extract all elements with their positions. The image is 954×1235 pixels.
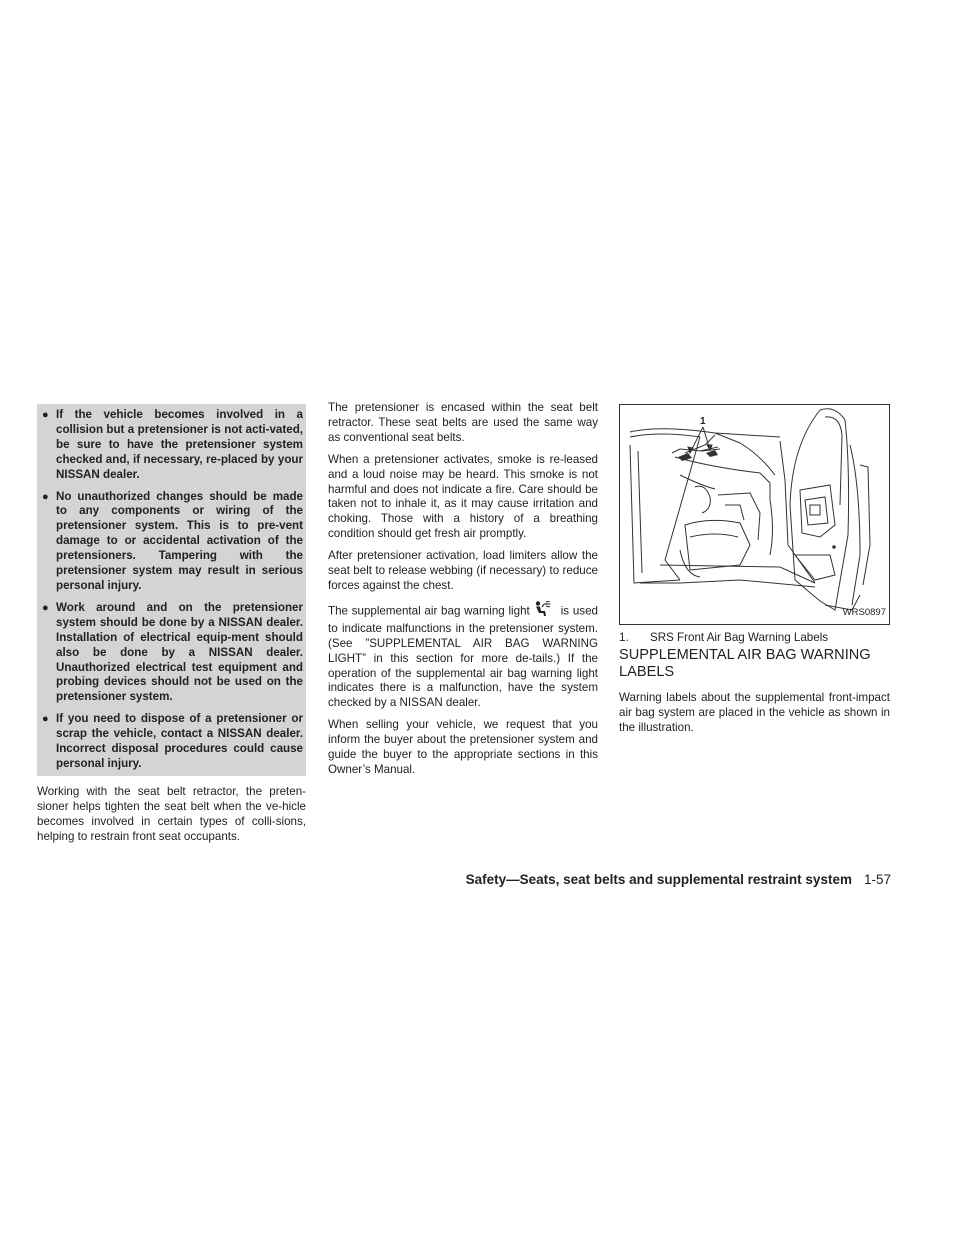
body-paragraph: When selling your vehicle, we request that you inform the buyer about the pretensioner system and guide the buyer to the appropriate sections in this Owner’s Manual. <box>328 718 598 776</box>
warning-item <box>40 601 303 705</box>
warning-item <box>40 408 303 483</box>
left-column <box>37 404 306 851</box>
footer-section-title: Safety—Seats, seat belts and supplemental restraint system <box>465 872 852 887</box>
airbag-warning-light-icon <box>534 601 551 622</box>
figure-callout: 1 <box>700 416 706 427</box>
warning-text: Work around and on the pretensioner system should be done by a NISSAN dealer. Installation of electrical equip-ment should also be done by a NISSAN dealer. Unauthorized electrical test equipment and probing devices should not be used on the pretensioner system. <box>56 600 303 704</box>
caption-text: SRS Front Air Bag Warning Labels <box>650 631 829 644</box>
bullet-icon: ● <box>42 713 49 726</box>
body-paragraph: When a pretensioner activates, smoke is re-leased and a loud noise may be heard. This smoke is not harmful and does not indicate a fire. Care should be taken not to inhale it, as it may cause irritation and choking. Those with a history of a breathing condition should get fresh air promptly. <box>328 452 598 541</box>
middle-column <box>328 401 598 785</box>
paragraph-text: The supplemental air bag warning light <box>328 604 530 618</box>
body-paragraph: Warning labels about the supplemental front-impact air bag system are placed in the vehicle as shown in the illustration. <box>619 690 890 734</box>
figure-caption <box>619 631 890 646</box>
figure-code: WRS0897 <box>842 607 886 619</box>
section-heading: SUPPLEMENTAL AIR BAG WARNING LABELS <box>619 646 871 680</box>
car-interior-illustration <box>620 405 889 624</box>
warning-text: If the vehicle becomes involved in a collision but a pretensioner is not acti-vated, be sure to have the pretensioner system checked and, if necessary, re-placed by your NISSAN dealer. <box>56 408 303 481</box>
body-paragraph: Working with the seat belt retractor, the preten-sioner helps tighten the seat belt when the ve-hicle becomes involved in certain types of colli-sions, helping to restrain front seat occupants. <box>37 784 306 843</box>
warning-text: If you need to dispose of a pretensioner or scrap the vehicle, contact a NISSAN dealer. Incorrect disposal procedures could cause personal injury. <box>56 712 303 770</box>
bullet-icon: ● <box>42 601 49 614</box>
body-paragraph: After pretensioner activation, load limiters allow the seat belt to release webbing (if necessary) to reduce forces against the chest. <box>328 549 598 592</box>
right-column <box>619 404 890 743</box>
paragraph-text: is used to indicate malfunctions in the pretensioner system. (See ”SUPPLEMENTAL AIR BAG WARNING LIGHT” in this section for more de-tails.) If the operation of the supplemental air bag warning light indicates there is a malfunction, have the system checked by a NISSAN dealer. <box>328 604 598 710</box>
body-paragraph <box>328 601 598 711</box>
bullet-icon: ● <box>42 490 49 503</box>
page-footer <box>439 872 891 887</box>
warning-item <box>40 490 303 594</box>
warning-item <box>40 712 303 772</box>
page-number: 1-57 <box>863 872 891 887</box>
warning-box <box>37 404 306 776</box>
figure-frame <box>619 404 890 625</box>
caption-number: 1. <box>619 631 629 644</box>
body-paragraph: The pretensioner is encased within the seat belt retractor. These seat belts are used the same way as conventional seat belts. <box>328 401 598 444</box>
warning-text: No unauthorized changes should be made to any components or wiring of the pretensioner system. This is to pre-vent damage to or accidental activation of the pretensioners. Tampering with the pretensioner system may result in serious personal injury. <box>56 489 303 592</box>
bullet-icon: ● <box>42 409 49 421</box>
